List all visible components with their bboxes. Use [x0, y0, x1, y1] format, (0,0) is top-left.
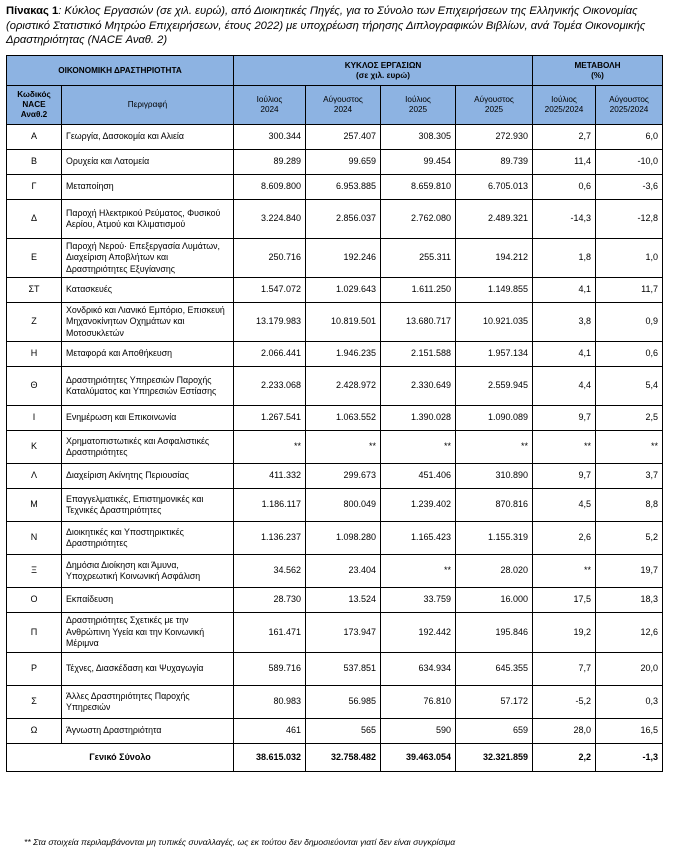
row-value: 195.846 — [456, 613, 533, 653]
row-value: 1.136.237 — [234, 522, 306, 555]
table-row — [7, 406, 663, 431]
row-value: 1.029.643 — [306, 278, 381, 303]
row-value: 3,7 — [596, 464, 663, 489]
row-value: -10,0 — [596, 150, 663, 175]
row-value: 1.390.028 — [381, 406, 456, 431]
row-value: 16.000 — [456, 588, 533, 613]
row-value: 4,4 — [533, 367, 596, 406]
row-value: 11,7 — [596, 278, 663, 303]
header-col-jul-2025 — [381, 86, 456, 125]
row-value: 99.659 — [306, 150, 381, 175]
row-value: 13.524 — [306, 588, 381, 613]
header-code — [7, 86, 62, 125]
row-value: 173.947 — [306, 613, 381, 653]
row-value: 1.165.423 — [381, 522, 456, 555]
header-code-line2: NACE — [22, 100, 46, 109]
row-value: 161.471 — [234, 613, 306, 653]
row-code: Ζ — [7, 303, 62, 342]
header-col-change-aug — [596, 86, 663, 125]
row-value: 300.344 — [234, 125, 306, 150]
table-row — [7, 555, 663, 588]
table-row — [7, 278, 663, 303]
row-value: 5,2 — [596, 522, 663, 555]
row-value: ** — [533, 431, 596, 464]
row-value: 2.066.441 — [234, 342, 306, 367]
row-value: ** — [533, 555, 596, 588]
table-row — [7, 367, 663, 406]
header-col-aug-2025 — [456, 86, 533, 125]
table-caption — [6, 4, 666, 48]
row-code: Β — [7, 150, 62, 175]
row-value: 257.407 — [306, 125, 381, 150]
row-value: 18,3 — [596, 588, 663, 613]
table-row — [7, 719, 663, 744]
row-code: Λ — [7, 464, 62, 489]
row-value: 13.680.717 — [381, 303, 456, 342]
row-value: 2.428.972 — [306, 367, 381, 406]
row-value: 250.716 — [234, 239, 306, 278]
table-row — [7, 588, 663, 613]
row-value: 7,7 — [533, 653, 596, 686]
row-value: 6.705.013 — [456, 175, 533, 200]
turnover-table — [6, 55, 663, 772]
row-value: 451.406 — [381, 464, 456, 489]
row-value: ** — [306, 431, 381, 464]
row-value: 76.810 — [381, 686, 456, 719]
row-code: Μ — [7, 489, 62, 522]
row-description: Επαγγελματικές, Επιστημονικές και Τεχνικές Δραστηριότητες — [62, 489, 234, 522]
row-value: 4,5 — [533, 489, 596, 522]
row-value: 11,4 — [533, 150, 596, 175]
row-value: 17,5 — [533, 588, 596, 613]
row-value: 1.957.134 — [456, 342, 533, 367]
row-description: Παροχή Νερού· Επεξεργασία Λυμάτων, Διαχείριση Αποβλήτων και Δραστηριότητες Εξυγίανσης — [62, 239, 234, 278]
total-cell: 32.321.859 — [456, 744, 533, 772]
total-label: Γενικό Σύνολο — [7, 744, 234, 772]
row-value: 192.246 — [306, 239, 381, 278]
row-value: 800.049 — [306, 489, 381, 522]
header-year: 2025/2024 — [609, 105, 649, 114]
table-row — [7, 613, 663, 653]
row-value: -5,2 — [533, 686, 596, 719]
row-value: 19,7 — [596, 555, 663, 588]
row-value: 23.404 — [306, 555, 381, 588]
table-row — [7, 522, 663, 555]
table-row — [7, 342, 663, 367]
row-value: 0,6 — [596, 342, 663, 367]
row-value: 1.267.541 — [234, 406, 306, 431]
total-cell: 39.463.054 — [381, 744, 456, 772]
row-value: 2,5 — [596, 406, 663, 431]
row-value: ** — [381, 555, 456, 588]
row-description: Άγνωστη Δραστηριότητα — [62, 719, 234, 744]
header-col-jul-2024 — [234, 86, 306, 125]
header-month: Αύγουστος — [609, 95, 649, 104]
row-code: Σ — [7, 686, 62, 719]
table-row — [7, 125, 663, 150]
row-description: Μεταποίηση — [62, 175, 234, 200]
total-cell: 32.758.482 — [306, 744, 381, 772]
row-value: 19,2 — [533, 613, 596, 653]
row-value: 34.562 — [234, 555, 306, 588]
header-change — [533, 56, 663, 86]
header-col-aug-2024 — [306, 86, 381, 125]
row-value: 2.856.037 — [306, 200, 381, 239]
total-cell: -1,3 — [596, 744, 663, 772]
row-value: 1.239.402 — [381, 489, 456, 522]
row-value: 1.155.319 — [456, 522, 533, 555]
row-value: 537.851 — [306, 653, 381, 686]
header-month: Ιούλιος — [256, 95, 283, 104]
table-row — [7, 686, 663, 719]
caption-label: Πίνακας 1 — [6, 5, 59, 17]
row-value: -14,3 — [533, 200, 596, 239]
row-value: 9,7 — [533, 464, 596, 489]
row-value: 6.953.885 — [306, 175, 381, 200]
row-value: 870.816 — [456, 489, 533, 522]
row-code: Η — [7, 342, 62, 367]
row-code: Ρ — [7, 653, 62, 686]
row-description: Άλλες Δραστηριότητες Παροχής Υπηρεσιών — [62, 686, 234, 719]
header-turnover — [234, 56, 533, 86]
footnote: ** Στα στοιχεία περιλαμβάνονται μη τυπικές συναλλαγές, ως εκ τούτου δεν δημοσιεύονται γιατί δεν είναι συγκρίσιμα — [24, 837, 456, 847]
row-value: 2.151.588 — [381, 342, 456, 367]
row-value: 2.559.945 — [456, 367, 533, 406]
row-value: 10.921.035 — [456, 303, 533, 342]
row-value: 1.611.250 — [381, 278, 456, 303]
header-change-unit: (%) — [591, 70, 604, 80]
row-value: 299.673 — [306, 464, 381, 489]
row-code: ΣΤ — [7, 278, 62, 303]
row-value: 57.172 — [456, 686, 533, 719]
header-description: Περιγραφή — [62, 86, 234, 125]
table-row — [7, 175, 663, 200]
row-value: 28.730 — [234, 588, 306, 613]
header-year: 2025 — [484, 105, 504, 114]
row-description: Χονδρικό και Λιανικό Εμπόριο, Επισκευή Μηχανοκίνητων Οχημάτων και Μοτοσυκλετών — [62, 303, 234, 342]
row-description: Τέχνες, Διασκέδαση και Ψυχαγωγία — [62, 653, 234, 686]
header-change-title: ΜΕΤΑΒΟΛΗ — [574, 60, 621, 70]
row-value: 310.890 — [456, 464, 533, 489]
row-description: Μεταφορά και Αποθήκευση — [62, 342, 234, 367]
row-value: 565 — [306, 719, 381, 744]
row-value: 308.305 — [381, 125, 456, 150]
row-value: 1,8 — [533, 239, 596, 278]
table-row — [7, 200, 663, 239]
header-activity: ΟΙΚΟΝΟΜΙΚΗ ΔΡΑΣΤΗΡΙΟΤΗΤΑ — [7, 56, 234, 86]
row-value: 1.090.089 — [456, 406, 533, 431]
row-code: Ο — [7, 588, 62, 613]
row-value: ** — [456, 431, 533, 464]
row-value: 255.311 — [381, 239, 456, 278]
table-row — [7, 150, 663, 175]
row-value: 2.233.068 — [234, 367, 306, 406]
row-value: 645.355 — [456, 653, 533, 686]
row-value: 89.739 — [456, 150, 533, 175]
row-code: Ι — [7, 406, 62, 431]
header-month: Ιούλιος — [551, 95, 577, 104]
row-value: 99.454 — [381, 150, 456, 175]
header-year: 2024 — [260, 105, 279, 114]
row-value: 8,8 — [596, 489, 663, 522]
header-year: 2025 — [408, 105, 428, 114]
row-value: 3.224.840 — [234, 200, 306, 239]
row-value: 0,3 — [596, 686, 663, 719]
row-value: 28.020 — [456, 555, 533, 588]
row-value: 194.212 — [456, 239, 533, 278]
total-row — [7, 744, 663, 772]
header-year: 2025/2024 — [544, 105, 584, 114]
row-description: Δραστηριότητες Υπηρεσιών Παροχής Καταλύματος και Υπηρεσιών Εστίασης — [62, 367, 234, 406]
row-value: 13.179.983 — [234, 303, 306, 342]
row-code: Ξ — [7, 555, 62, 588]
row-description: Διαχείριση Ακίνητης Περιουσίας — [62, 464, 234, 489]
row-value: 272.930 — [456, 125, 533, 150]
row-description: Εκπαίδευση — [62, 588, 234, 613]
row-description: Δραστηριότητες Σχετικές με την Ανθρώπινη Υγεία και την Κοινωνική Μέριμνα — [62, 613, 234, 653]
row-value: 3,8 — [533, 303, 596, 342]
row-code: Ν — [7, 522, 62, 555]
header-month: Αύγουστος — [323, 95, 363, 104]
row-value: 89.289 — [234, 150, 306, 175]
row-value: 1.547.072 — [234, 278, 306, 303]
header-turnover-unit: (σε χιλ. ευρώ) — [356, 70, 410, 80]
row-value: 80.983 — [234, 686, 306, 719]
row-description: Παροχή Ηλεκτρικού Ρεύματος, Φυσικού Αερίου, Ατμού και Κλιματισμού — [62, 200, 234, 239]
row-description: Χρηματοπιστωτικές και Ασφαλιστικές Δραστηριότητες — [62, 431, 234, 464]
table-row — [7, 653, 663, 686]
row-value: 1.186.117 — [234, 489, 306, 522]
row-description: Δημόσια Διοίκηση και Άμυνα, Υποχρεωτική Κοινωνική Ασφάλιση — [62, 555, 234, 588]
row-value: 2,7 — [533, 125, 596, 150]
row-value: 4,1 — [533, 278, 596, 303]
row-code: Κ — [7, 431, 62, 464]
row-code: Ω — [7, 719, 62, 744]
row-value: 6,0 — [596, 125, 663, 150]
row-value: 16,5 — [596, 719, 663, 744]
row-value: 33.759 — [381, 588, 456, 613]
table-row — [7, 239, 663, 278]
header-month: Ιούλιος — [405, 95, 431, 104]
row-value: 9,7 — [533, 406, 596, 431]
total-cell: 38.615.032 — [234, 744, 306, 772]
row-code: Γ — [7, 175, 62, 200]
row-value: 634.934 — [381, 653, 456, 686]
header-turnover-title: ΚΥΚΛΟΣ ΕΡΓΑΣΙΩΝ — [344, 60, 422, 70]
row-value: 0,6 — [533, 175, 596, 200]
row-value: 0,9 — [596, 303, 663, 342]
row-code: Θ — [7, 367, 62, 406]
row-value: 20,0 — [596, 653, 663, 686]
row-value: -3,6 — [596, 175, 663, 200]
row-value: 1.098.280 — [306, 522, 381, 555]
row-value: 1.946.235 — [306, 342, 381, 367]
row-value: ** — [381, 431, 456, 464]
row-description: Γεωργία, Δασοκομία και Αλιεία — [62, 125, 234, 150]
row-value: 1,0 — [596, 239, 663, 278]
row-value: 8.659.810 — [381, 175, 456, 200]
row-code: Π — [7, 613, 62, 653]
header-code-line3: Αναθ.2 — [20, 110, 48, 119]
header-col-change-jul — [533, 86, 596, 125]
row-value: 1.149.855 — [456, 278, 533, 303]
header-code-line1: Κωδικός — [17, 90, 51, 99]
row-value: 192.442 — [381, 613, 456, 653]
row-value: ** — [234, 431, 306, 464]
row-value: 5,4 — [596, 367, 663, 406]
header-month: Αύγουστος — [474, 95, 514, 104]
row-value: 2.762.080 — [381, 200, 456, 239]
row-value: 12,6 — [596, 613, 663, 653]
row-value: 2.489.321 — [456, 200, 533, 239]
row-value: 659 — [456, 719, 533, 744]
header-year: 2024 — [333, 105, 353, 114]
row-value: 461 — [234, 719, 306, 744]
row-description: Διοικητικές και Υποστηρικτικές Δραστηριότητες — [62, 522, 234, 555]
row-value: 589.716 — [234, 653, 306, 686]
row-code: Ε — [7, 239, 62, 278]
table-row — [7, 464, 663, 489]
row-description: Κατασκευές — [62, 278, 234, 303]
row-value: 1.063.552 — [306, 406, 381, 431]
row-description: Ορυχεία και Λατομεία — [62, 150, 234, 175]
row-value: 2,6 — [533, 522, 596, 555]
total-cell: 2,2 — [533, 744, 596, 772]
row-value: 56.985 — [306, 686, 381, 719]
row-description: Ενημέρωση και Επικοινωνία — [62, 406, 234, 431]
row-value: ** — [596, 431, 663, 464]
row-value: 8.609.800 — [234, 175, 306, 200]
row-value: 411.332 — [234, 464, 306, 489]
row-value: 2.330.649 — [381, 367, 456, 406]
row-value: -12,8 — [596, 200, 663, 239]
caption-text: : Κύκλος Εργασιών (σε χιλ. ευρώ), από Διοικητικές Πηγές, για το Σύνολο των Επιχειρήσεων της Ελληνικής Οικονομίας (οριστικό Στατιστικό Μητρώο Επιχειρήσεων, έτους 2022) με υποχρέωση τήρησης Διπλογραφικών Βιβλίων, ανά Τομέα Οικονομικής Δραστηριότητας (NACE Αναθ. 2) — [6, 5, 646, 46]
row-value: 590 — [381, 719, 456, 744]
row-value: 10.819.501 — [306, 303, 381, 342]
row-code: Δ — [7, 200, 62, 239]
row-value: 28,0 — [533, 719, 596, 744]
table-row — [7, 303, 663, 342]
row-code: Α — [7, 125, 62, 150]
row-value: 4,1 — [533, 342, 596, 367]
table-row — [7, 489, 663, 522]
table-row — [7, 431, 663, 464]
